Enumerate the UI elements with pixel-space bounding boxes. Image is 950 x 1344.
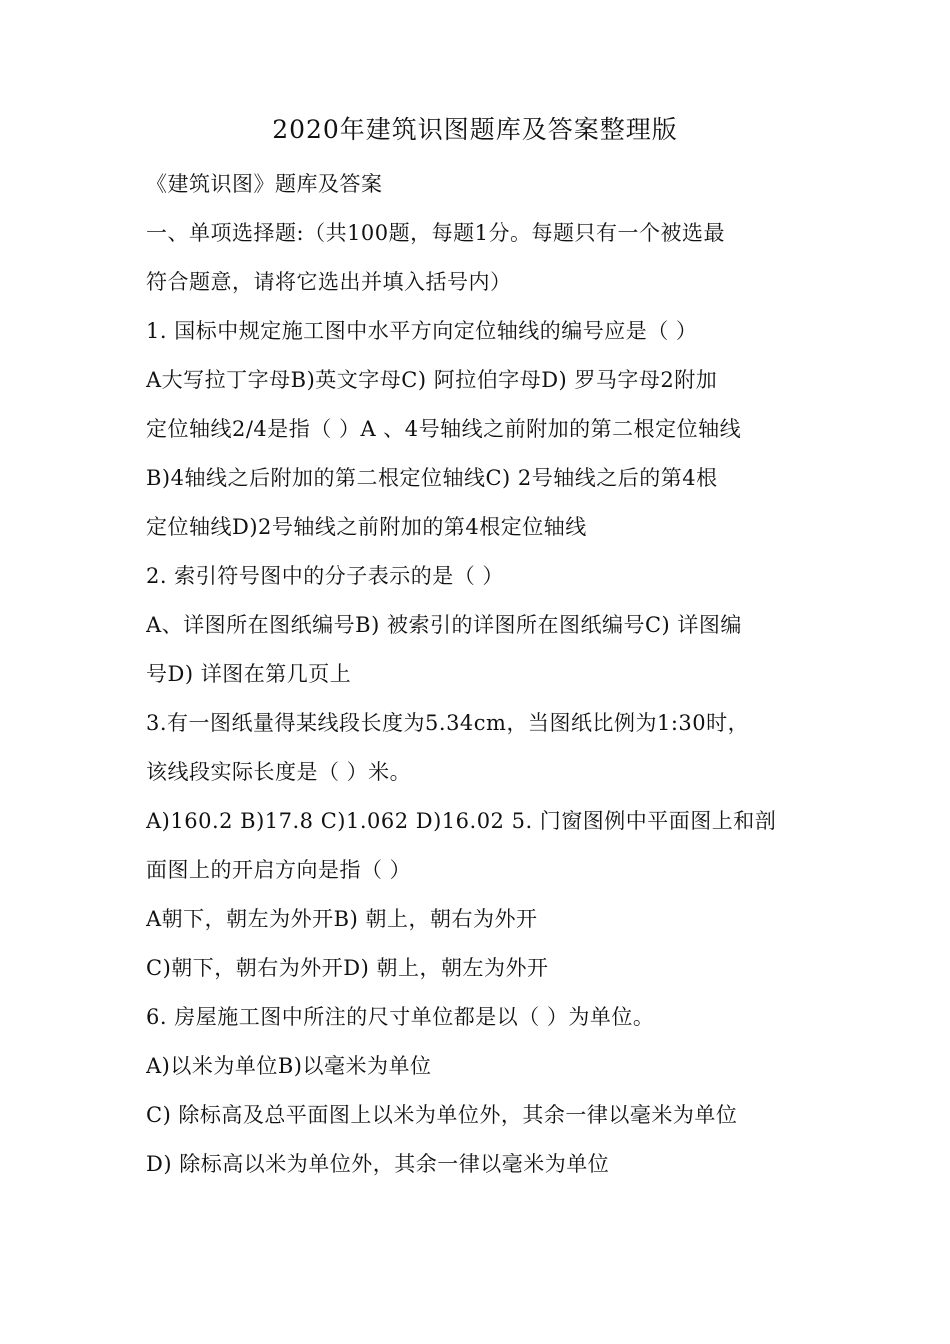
text-line: 2. 索引符号图中的分子表示的是（ ） — [146, 564, 504, 588]
text-line: A朝下，朝左为外开B) 朝上，朝右为外开 — [146, 907, 538, 931]
text-line: B)4轴线之后附加的第二根定位轴线C) 2号轴线之后的第4根 — [146, 466, 718, 490]
text-line: 一、单项选择题:（共100题，每题1分。每题只有一个被选最 — [146, 221, 726, 245]
text-line: D) 除标高以米为单位外，其余一律以毫米为单位 — [146, 1152, 610, 1176]
text-line: C)朝下，朝右为外开D) 朝上，朝左为外开 — [146, 956, 549, 980]
text-line: 6. 房屋施工图中所注的尺寸单位都是以（ ）为单位。 — [146, 1005, 655, 1029]
text-line: 1. 国标中规定施工图中水平方向定位轴线的编号应是（ ） — [146, 319, 698, 343]
text-line: A)以米为单位B)以毫米为单位 — [146, 1054, 432, 1078]
text-line: 定位轴线D)2号轴线之前附加的第4根定位轴线 — [146, 515, 587, 539]
text-line: 3.有一图纸量得某线段长度为5.34cm，当图纸比例为1:30时， — [146, 711, 750, 735]
text-line: A、详图所在图纸编号B) 被索引的详图所在图纸编号C) 详图编 — [146, 613, 742, 637]
text-line: 《建筑识图》题库及答案 — [146, 172, 383, 196]
text-line: 符合题意，请将它选出并填入括号内） — [146, 270, 512, 294]
text-line: 定位轴线2/4是指（ ）A 、4号轴线之前附加的第二根定位轴线 — [146, 417, 742, 441]
text-line: A)160.2 B)17.8 C)1.062 D)16.02 5. 门窗图例中平面图上和剖 — [146, 809, 777, 833]
text-line: C) 除标高及总平面图上以米为单位外，其余一律以毫米为单位 — [146, 1103, 738, 1127]
text-line: A大写拉丁字母B)英文字母C) 阿拉伯字母D) 罗马字母2附加 — [146, 368, 718, 392]
document-title: 2020年建筑识图题库及答案整理版 — [272, 115, 678, 144]
text-line: 号D) 详图在第几页上 — [146, 662, 352, 686]
text-line: 面图上的开启方向是指（ ） — [146, 858, 412, 882]
document-body — [146, 160, 816, 1189]
text-line: 该线段实际长度是（ ）米。 — [146, 760, 412, 784]
